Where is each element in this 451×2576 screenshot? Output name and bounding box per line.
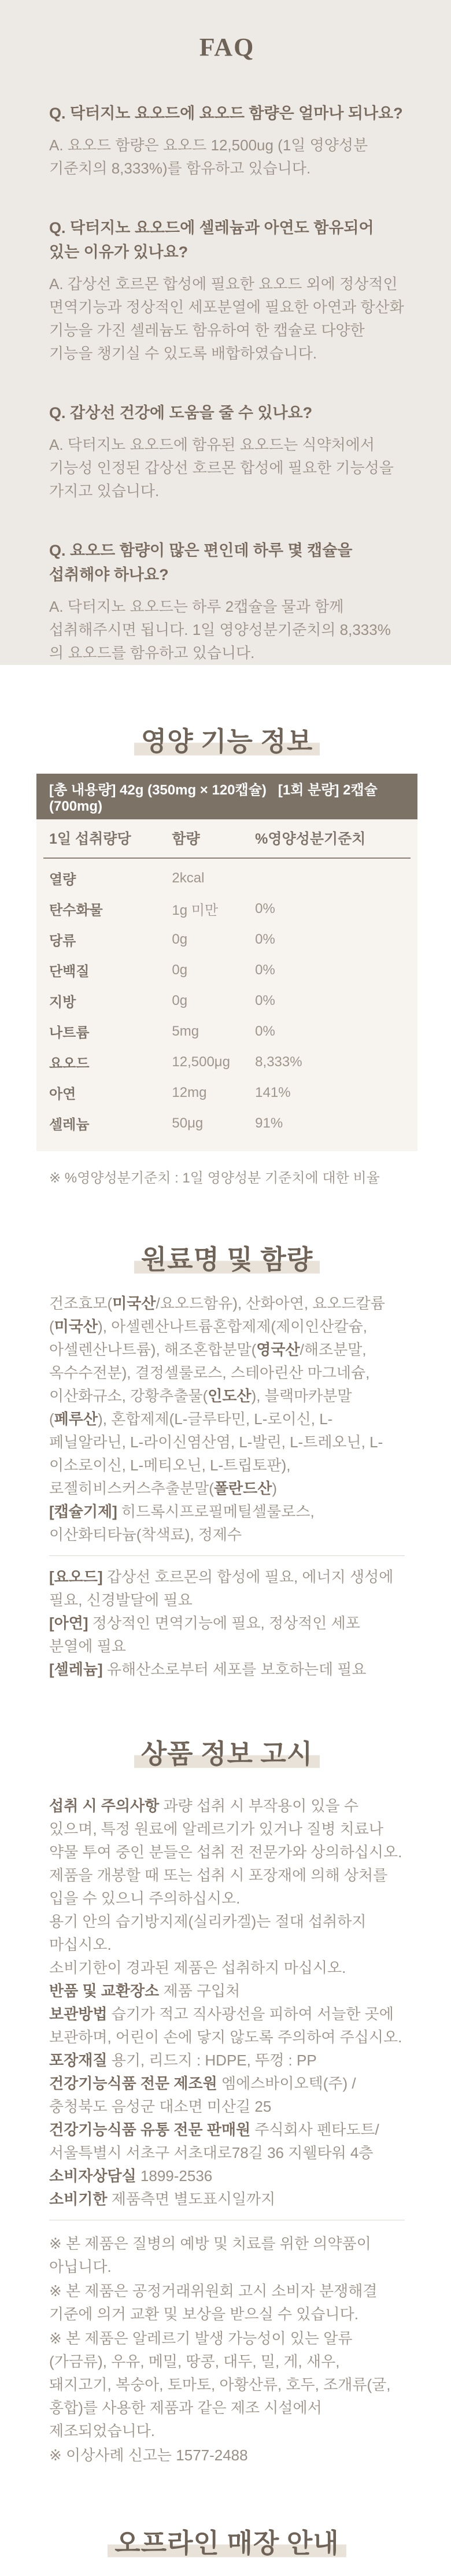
- notice-text: 제품 구입처: [163, 1982, 241, 2000]
- notice-label: 포장재질: [49, 2052, 112, 2069]
- nutrition-title-text: 영양 기능 정보: [134, 726, 320, 757]
- product-info-section: [0, 720, 451, 2576]
- nutrient-name: 열량: [49, 872, 76, 888]
- function-text: 갑상선 호르몬의 합성에 필요, 에너지 생성에 필요, 신경발달에 필요: [49, 1568, 394, 1609]
- function-claim: [49, 1565, 405, 1612]
- table-row: [43, 955, 411, 985]
- column-header: 1일 섭취량당: [43, 819, 172, 858]
- faq-question: Q. 닥터지노 요오드에 셀레늄과 아연도 함유되어 있는 이유가 있나요?: [49, 219, 374, 261]
- notice-footnotes: [49, 2232, 405, 2467]
- faq-answer: A. 닥터지노 요오드에 함유된 요오드는 식약처에서 기능성 인정된 갑상선 호르몬 합성에 필요한 기능성을 가지고 있습니다.: [49, 436, 394, 500]
- function-text: 유해산소로부터 세포를 보호하는데 필요: [102, 1661, 367, 1678]
- ingredient-text: 건조효모(: [49, 1295, 113, 1312]
- notice-item: [49, 2164, 405, 2187]
- function-claims: [49, 1565, 405, 1681]
- nutrient-value: 0%: [255, 992, 275, 1008]
- function-label: [요오드]: [49, 1568, 103, 1585]
- notice-text: 주식회사 펜타도트/ 서울특별시 서초구 서초대로78길 36 지웰타워 4층: [49, 2121, 379, 2161]
- notice-footnote: ※ 이상사례 신고는 1577-2488: [49, 2446, 248, 2464]
- nutrient-value: 5mg: [172, 1023, 199, 1039]
- table-row: [43, 1047, 411, 1077]
- notice-text: 용기 안의 습기방지제(실리카겔)는 절대 섭취하지 마십시오.: [49, 1913, 367, 1953]
- nutrient-value: [255, 858, 411, 893]
- ingredients-section-title: [49, 1239, 405, 1277]
- function-label: [아연]: [49, 1614, 88, 1632]
- notice-item: [49, 1956, 405, 1979]
- notice-text: 제품측면 별도표시일까지: [111, 2190, 276, 2208]
- offline-title-text: 오프라인 매장 안내: [108, 2527, 346, 2559]
- column-header: %영양성분기준치: [255, 819, 411, 858]
- notice-footnote: ※ 본 제품은 공정거래위원회 고시 소비자 분쟁해결 기준에 의거 교환 및 보상을 받으실 수 있습니다.: [49, 2282, 378, 2323]
- function-claim: [49, 1658, 405, 1681]
- notice-label: 섭취 시 주의사항: [49, 1797, 164, 1814]
- nutrient-name: 아연: [49, 1086, 76, 1102]
- table-row: [43, 858, 411, 893]
- column-header: 함량: [172, 819, 255, 858]
- notice-label: 건강기능식품 유통 전문 판매원: [49, 2121, 255, 2138]
- origin-country: 페루산: [54, 1410, 98, 1428]
- nutrition-table: [36, 774, 417, 1151]
- nutrition-table-body: [36, 819, 417, 1151]
- offline-section-title: [49, 2522, 405, 2560]
- nutrient-name: 지방: [49, 995, 76, 1010]
- notice-text: 제품을 개봉할 때 또는 섭취 시 포장재에 의해 상처를 입을 수 있으니 주의하십시오.: [49, 1867, 388, 1907]
- nutrient-value: 141%: [255, 1084, 291, 1100]
- nutrient-value: 8,333%: [255, 1054, 302, 1070]
- faq-answer: A. 요오드 함량은 요오드 12,500ug (1일 영양성분 기준치의 8,333%)를 함유하고 있습니다.: [49, 136, 368, 177]
- notice-label: 소비자상담실: [49, 2167, 141, 2185]
- notice-label: 소비기한: [49, 2190, 112, 2208]
- capsule-paragraph: [49, 1500, 405, 1546]
- notice-text: 용기, 리드지 : HDPE, 뚜껑 : PP: [111, 2052, 317, 2069]
- ingredients-title-text: 원료명 및 함량: [134, 1244, 320, 1276]
- notice-item: [49, 1910, 405, 1956]
- nutrient-value: 0%: [255, 931, 275, 947]
- nutrient-value: 91%: [255, 1115, 283, 1131]
- nutrient-value: 0%: [255, 900, 275, 916]
- faq-item: [49, 538, 405, 664]
- nutrient-value: 0g: [172, 931, 188, 947]
- nutrition-facts-table: [43, 819, 411, 1139]
- origin-country: 폴란드산: [213, 1480, 272, 1497]
- ingredients-paragraph: [49, 1292, 405, 1500]
- ingredient-text: ), 아셀렌산나트륨혼합제제(제이인산칼슘, 아셀렌산나트륨), 해조혼합분말(: [49, 1318, 367, 1358]
- notice-section-title: [49, 1733, 405, 1771]
- faq-question: Q. 요오드 함량이 많은 편인데 하루 몇 캡슐을 섭취해야 하나요?: [49, 542, 353, 583]
- notice-label: 보관방법: [49, 2005, 112, 2023]
- origin-country: 인도산: [208, 1387, 252, 1405]
- notice-item: [49, 1794, 405, 1864]
- table-row: [43, 1077, 411, 1108]
- ingredient-text: ), 블랙마카분말(: [49, 1387, 352, 1428]
- function-claim: [49, 1612, 405, 1658]
- capsule-text: 히드록시프로필메틸셀룰로스, 이산화티타늄(착색료), 정제수: [49, 1503, 315, 1543]
- table-body-rows: [43, 858, 411, 1139]
- nutrient-name: 당류: [49, 933, 76, 949]
- nutrient-value: 0g: [172, 992, 188, 1008]
- faq-list: [49, 101, 405, 664]
- origin-country: 영국산: [256, 1341, 300, 1358]
- nutrient-name: 셀레늄: [49, 1117, 90, 1133]
- ingredient-text: /해조분말, 옥수수전분), 결정셀룰로스, 스테아린산 마그네슘, 이산화규소, 강황추출물(: [49, 1341, 370, 1405]
- notice-label: 반품 및 교환장소: [49, 1982, 164, 2000]
- faq-section: [0, 0, 451, 665]
- nutrient-name: 탄수화물: [49, 903, 103, 918]
- ingredient-text: ), 혼합제제(L-글루타민, L-로이신, L-페닐알라닌, L-라이신염산염, L-발린, L-트레오닌, L-이소로이신, L-메티오닌, L-트립토판), 로젤히비스커스추출분말(: [49, 1410, 383, 1497]
- table-header-row: [43, 819, 411, 858]
- notice-text: 소비기한이 경과된 제품은 섭취하지 마십시오.: [49, 1959, 346, 1976]
- faq-item: [49, 401, 405, 502]
- table-row: [43, 985, 411, 1016]
- nutrient-value: 0%: [255, 962, 275, 978]
- notice-item: [49, 2049, 405, 2072]
- nutrient-value: 0%: [255, 1023, 275, 1039]
- notice-text: 엠에스바이오텍(주) / 충청북도 음성군 대소면 미산길 25: [49, 2075, 356, 2115]
- nutrient-value: 12mg: [172, 1084, 207, 1100]
- table-row: [43, 1108, 411, 1139]
- capsule-label: [캡슐기제]: [49, 1503, 117, 1520]
- table-row: [43, 924, 411, 955]
- nutrition-section-title: [49, 720, 405, 759]
- notice-label: 건강기능식품 전문 제조원: [49, 2075, 221, 2092]
- function-label: [셀레늄]: [49, 1661, 103, 1678]
- notice-item: [49, 2118, 405, 2164]
- nutrient-value: 12,500μg: [172, 1054, 230, 1070]
- nutrient-name: 단백질: [49, 964, 90, 980]
- faq-item: [49, 216, 405, 365]
- faq-answer: A. 닥터지노 요오드는 하루 2캡슐을 물과 함께 섭취해주시면 됩니다. 1일 영양성분기준치의 8,333%의 요오드를 함유하고 있습니다.: [49, 598, 391, 661]
- faq-item: [49, 101, 405, 180]
- origin-country: 미국산: [54, 1318, 98, 1335]
- notice-text: 습기가 적고 직사광선을 피하여 서늘한 곳에 보관하며, 어린이 손에 닿지 않도록 주의하여 주십시오.: [49, 2005, 402, 2046]
- table-row: [43, 1016, 411, 1047]
- nutrient-name: 나트륨: [49, 1025, 90, 1041]
- nutrient-name: 요오드: [49, 1056, 90, 1071]
- notice-item: [49, 1979, 405, 2002]
- nutrition-footnote: ※ %영양성분기준치 : 1일 영양성분 기준치에 대한 비율: [49, 1170, 380, 1186]
- notice-footnote: ※ 본 제품은 질병의 예방 및 치료를 위한 의약품이 아닙니다.: [49, 2235, 371, 2275]
- faq-question: Q. 갑상선 건강에 도움을 줄 수 있나요?: [49, 404, 313, 422]
- faq-question: Q. 닥터지노 요오드에 요오드 함량은 얼마나 되나요?: [49, 105, 403, 122]
- table-row: [43, 893, 411, 924]
- notice-item: [49, 1864, 405, 1910]
- nutrient-value: 50μg: [172, 1115, 204, 1131]
- ingredient-text: /요오드함유), 산화아연, 요오드칼륨(: [49, 1295, 385, 1335]
- notice-text: 1899-2536: [140, 2167, 213, 2185]
- ingredient-text: ): [272, 1480, 278, 1497]
- function-text: 정상적인 면역기능에 필요, 정상적인 세포 분열에 필요: [49, 1614, 360, 1655]
- nutrient-value: 0g: [172, 962, 188, 978]
- nutrient-value: 1g 미만: [172, 903, 219, 918]
- faq-title: FAQ: [199, 33, 255, 61]
- notice-item: [49, 2187, 405, 2211]
- notice-item: [49, 2002, 405, 2049]
- notice-text: 과량 섭취 시 부작용이 있을 수 있으며, 특정 원료에 알레르기가 있거나 질병 치료나 약물 투여 중인 분들은 섭취 전 전문가와 상의하십시오.: [49, 1797, 402, 1861]
- faq-answer: A. 갑상선 호르몬 합성에 필요한 요오드 외에 정상적인 면역기능과 정상적인 세포분열에 필요한 아연과 항산화 기능을 가진 셀레늄도 함유하여 한 캡슐로 다양한 기능을 챙기실 수 있도록 배합하였습니다.: [49, 275, 404, 362]
- notice-footnote: ※ 본 제품은 알레르기 발생 가능성이 있는 알류(가금류), 우유, 메밀, 땅콩, 대두, 밀, 게, 새우, 돼지고기, 복숭아, 토마토, 아황산류, 호두, 조개류(굴, 홍합)를 사용한 제품과 같은 제조 시설에서 제조되었습니다.: [49, 2330, 391, 2440]
- origin-country: 미국산: [112, 1295, 156, 1312]
- divider: [49, 1555, 405, 1556]
- nutrient-value: 2kcal: [172, 870, 205, 886]
- notice-item: [49, 2072, 405, 2118]
- notice-list: [49, 1794, 405, 2211]
- nutrition-table-header-bar: [총 내용량] 42g (350mg × 120캡슐) [1회 분량] 2캡슐 (700mg): [36, 774, 417, 819]
- notice-title-text: 상품 정보 고시: [134, 1738, 320, 1770]
